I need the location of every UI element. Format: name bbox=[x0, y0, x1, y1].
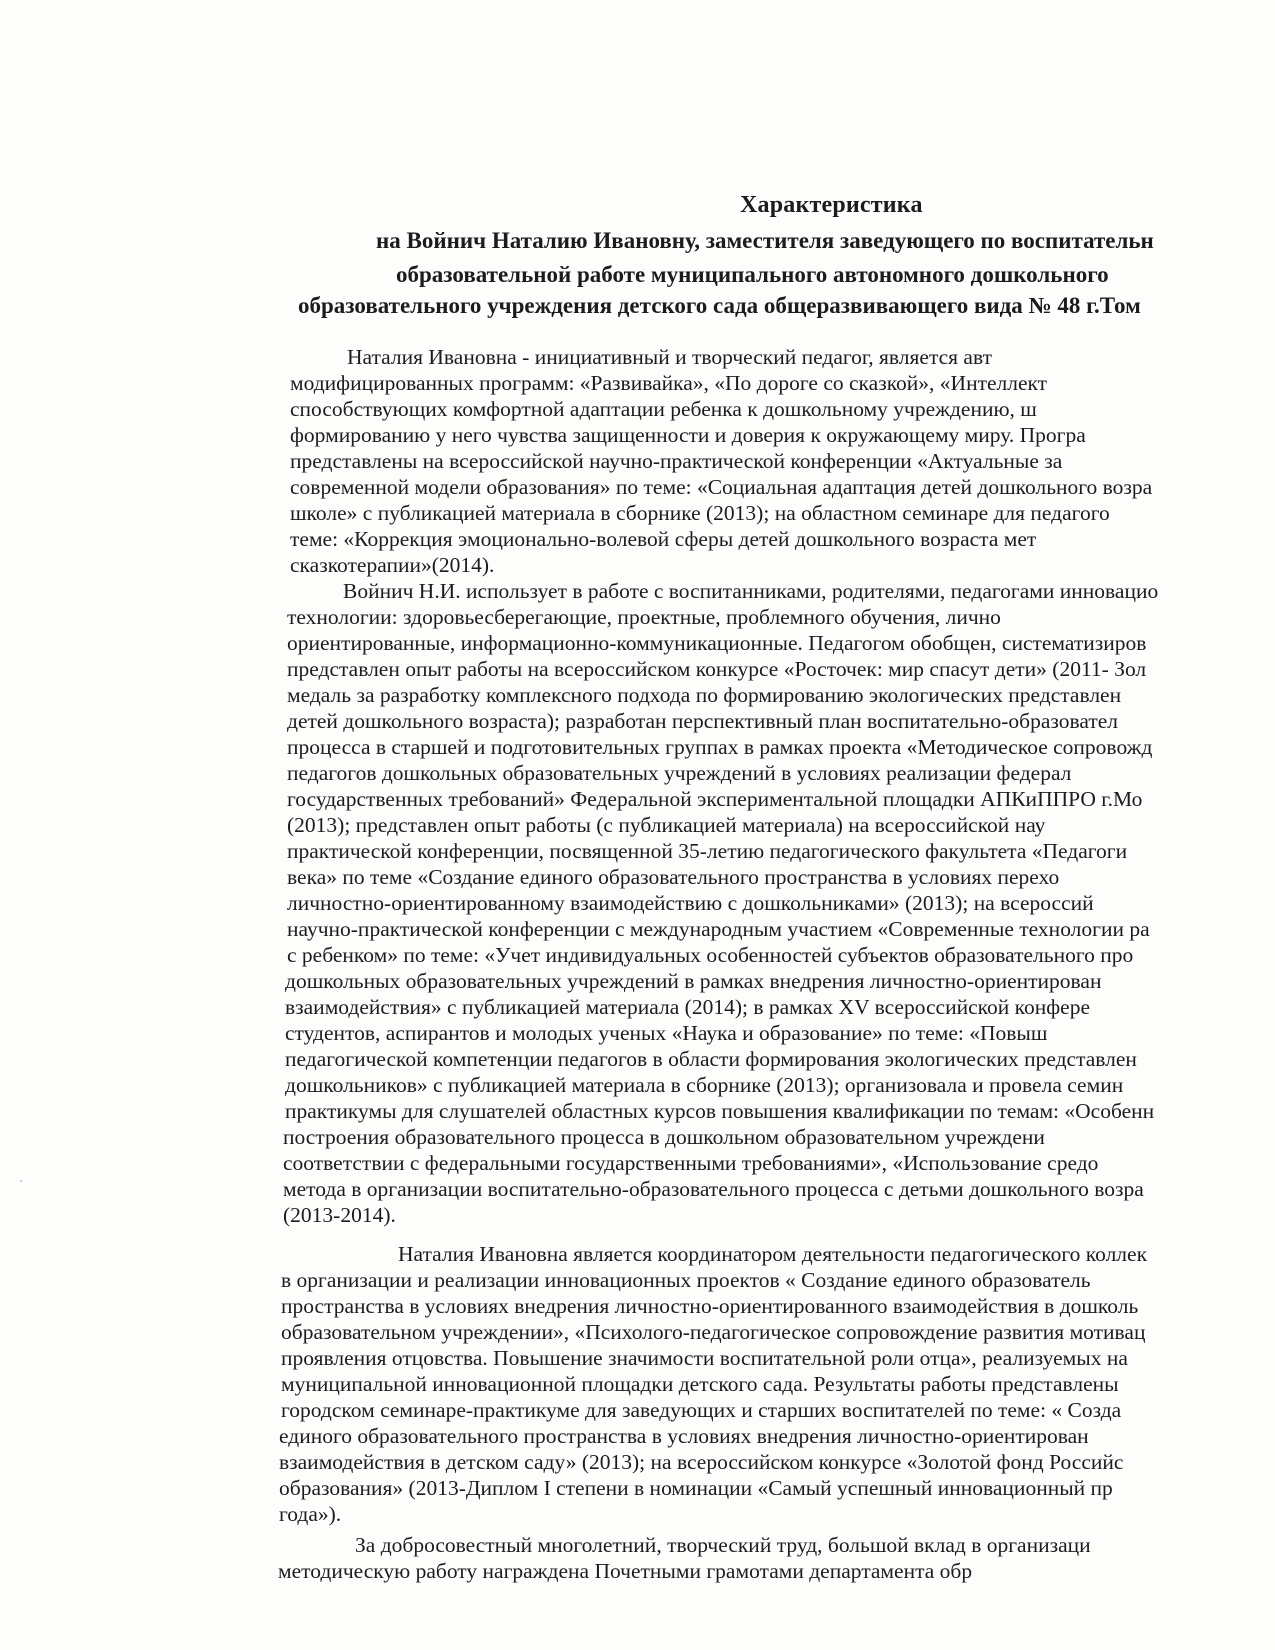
body-line: в организации и реализации инновационных проектов « Создание единого образователь bbox=[281, 1268, 1091, 1292]
body-line: метода в организации воспитательно-образовательного процесса с детьми дошкольного возра bbox=[283, 1177, 1144, 1201]
body-line: взаимодействия в детском саду» (2013); на всероссийском конкурсе «Золотой фонд Российс bbox=[279, 1450, 1124, 1474]
body-line: За добросовестный многолетний, творческий труд, большой вклад в организаци bbox=[355, 1533, 1091, 1557]
body-line: сказкотерапии»(2014). bbox=[290, 553, 495, 577]
body-line: Наталия Ивановна - инициативный и творческий педагог, является авт bbox=[347, 345, 992, 369]
body-line: ориентированные, информационно-коммуникационные. Педагогом обобщен, систематизиров bbox=[287, 631, 1147, 655]
body-line: городском семинаре-практикуме для заведующих и старших воспитателей по теме: « Созда bbox=[281, 1398, 1122, 1422]
body-line: технологии: здоровьесберегающие, проектные, проблемного обучения, лично bbox=[287, 605, 1001, 629]
body-line: дошкольников» с публикацией материала в сборнике (2013); организовала и провела семин bbox=[285, 1073, 1124, 1097]
body-line: соответствии с федеральными государственными требованиями», «Использование средо bbox=[283, 1151, 1099, 1175]
body-line: образования» (2013-Диплом I степени в номинации «Самый успешный инновационный пр bbox=[279, 1476, 1113, 1500]
body-line: года»). bbox=[279, 1502, 342, 1526]
body-line: формированию у него чувства защищенности и доверия к окружающему миру. Програ bbox=[290, 423, 1086, 447]
body-line: единого образовательного пространства в условиях внедрения личностно-ориентирован bbox=[279, 1424, 1089, 1448]
body-line: методическую работу награждена Почетными грамотами департамента обр bbox=[278, 1559, 973, 1583]
body-line: студентов, аспирантов и молодых ученых «Наука и образование» по теме: «Повыш bbox=[285, 1021, 1048, 1045]
body-line: представлены на всероссийской научно-практической конференции «Актуальные за bbox=[290, 449, 1063, 473]
body-line: государственных требований» Федеральной экспериментальной площадки АПКиППРО г.Мо bbox=[287, 787, 1143, 811]
body-line: практикумы для слушателей областных курсов повышения квалификации по темам: «Особенн bbox=[285, 1099, 1155, 1123]
body-line: медаль за разработку комплексного подхода по формированию экологических представлен bbox=[287, 683, 1122, 707]
body-line: способствующих комфортной адаптации ребенка к дошкольному учреждению, ш bbox=[290, 397, 1037, 421]
body-line: практической конференции, посвященной 35-летию педагогического факультета «Педагоги bbox=[287, 839, 1128, 863]
body-line: Наталия Ивановна является координатором деятельности педагогического коллек bbox=[398, 1242, 1148, 1266]
body-line: (2013-2014). bbox=[283, 1203, 396, 1227]
body-line: модифицированных программ: «Развивайка», «По дороге со сказкой», «Интеллект bbox=[290, 371, 1048, 395]
body-line: личностно-ориентированному взаимодействию с дошкольниками» (2013); на всероссий bbox=[287, 891, 1094, 915]
body-line: Войнич Н.И. использует в работе с воспитанниками, родителями, педагогами инновацио bbox=[343, 579, 1159, 603]
body-line: современной модели образования» по теме: «Социальная адаптация детей дошкольного возра bbox=[290, 475, 1153, 499]
body-line: педагогической компетенции педагогов в области формирования экологических представлен bbox=[285, 1047, 1137, 1071]
body-line: процесса в старшей и подготовительных группах в рамках проекта «Методическое сопровожд bbox=[287, 735, 1153, 759]
document-title: Характеристика bbox=[740, 192, 923, 218]
body-line: с ребенком» по теме: «Учет индивидуальных особенностей субъектов образовательного про bbox=[287, 943, 1134, 967]
body-line: педагогов дошкольных образовательных учреждений в условиях реализации федерал bbox=[287, 761, 1072, 785]
body-line: школе» с публикацией материала в сборнике (2013); на областном семинаре для педагого bbox=[290, 501, 1110, 525]
body-line: муниципальной инновационной площадки детского сада. Результаты работы представлены bbox=[281, 1372, 1119, 1396]
body-line: века» по теме «Создание единого образовательного пространства в условиях перехо bbox=[287, 865, 1060, 889]
scan-speck bbox=[20, 1180, 22, 1182]
subtitle-line-1: на Войнич Наталию Ивановну, заместителя заведующего по воспитательн bbox=[376, 228, 1154, 253]
body-line: детей дошкольного возраста); разработан перспективный план воспитательно-образовател bbox=[287, 709, 1119, 733]
body-line: (2013); представлен опыт работы (с публикацией материала) на всероссийской нау bbox=[287, 813, 1046, 837]
body-line: пространства в условиях внедрения личностно-ориентированного взаимодействия в дошколь bbox=[281, 1294, 1139, 1318]
body-line: теме: «Коррекция эмоционально-волевой сферы детей дошкольного возраста мет bbox=[290, 527, 1037, 551]
body-line: дошкольных образовательных учреждений в рамках внедрения личностно-ориентирован bbox=[285, 969, 1102, 993]
body-line: научно-практической конференции с международным участием «Современные технологии ра bbox=[287, 917, 1150, 941]
subtitle-line-2: образовательной работе муниципального автономного дошкольного bbox=[396, 262, 1109, 287]
body-line: образовательном учреждении», «Психолого-педагогическое сопровождение развития мотивац bbox=[281, 1320, 1146, 1344]
body-line: представлен опыт работы на всероссийском конкурсе «Росточек: мир спасут дети» (2011- Зол bbox=[287, 657, 1147, 681]
subtitle-line-3: образовательного учреждения детского сада общеразвивающего вида № 48 г.Том bbox=[298, 293, 1141, 318]
body-line: построения образовательного процесса в дошкольном образовательном учреждени bbox=[283, 1125, 1045, 1149]
body-line: взаимодействия» с публикацией материала (2014); в рамках XV всероссийской конфере bbox=[285, 995, 1091, 1019]
body-line: проявления отцовства. Повышение значимости воспитательной роли отца», реализуемых на bbox=[281, 1346, 1128, 1370]
